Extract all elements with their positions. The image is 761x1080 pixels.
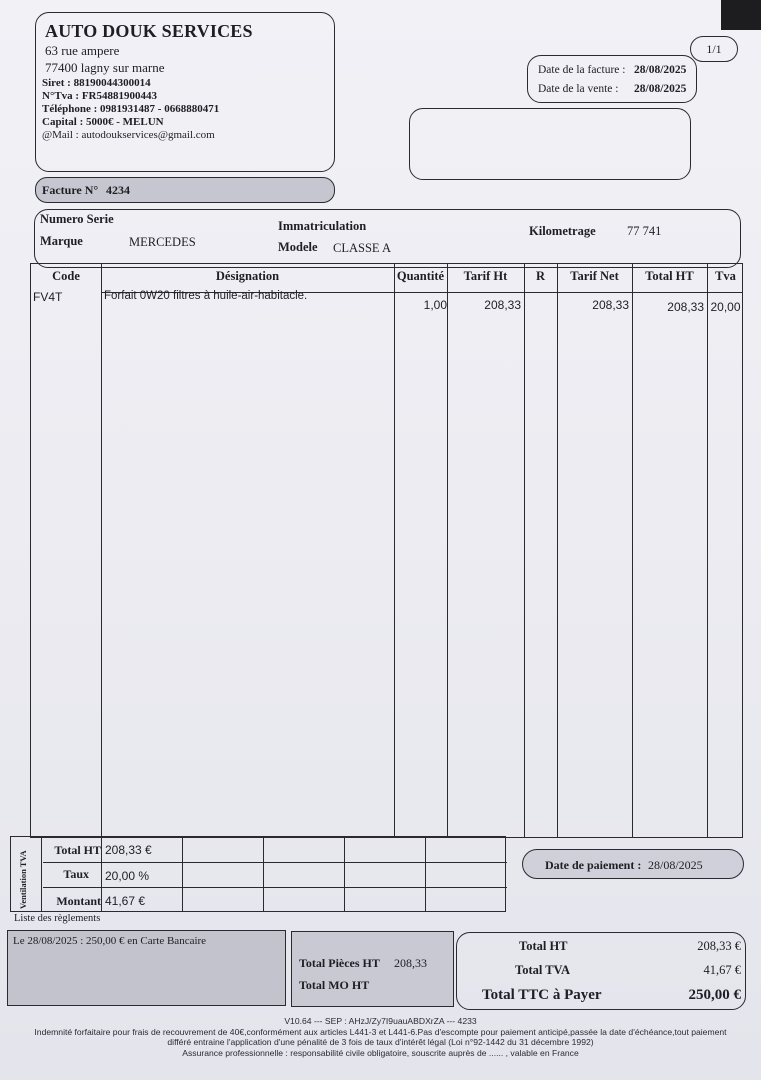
invoice-date-label: Date de la facture :	[538, 64, 626, 76]
invoice-date-value: 28/08/2025	[634, 64, 687, 76]
model-value: CLASSE A	[333, 241, 392, 255]
labor-total-label: Total MO HT	[299, 978, 370, 992]
invoice-number-value: 4234	[106, 183, 130, 197]
row-total-ht: 208,33	[667, 300, 704, 314]
dates-box	[527, 55, 697, 103]
vat-row-total-ht	[43, 837, 507, 862]
vat-montant-label: Montant	[56, 894, 101, 908]
header-tva: Tva	[715, 269, 736, 283]
company-email: @Mail : autodoukservices@gmail.com	[42, 129, 215, 141]
totals-ttc-value: 250,00 €	[688, 987, 741, 1003]
footer-version: V10.64 --- SEP : AHzJ/Zy7I9uauABDXrZA --- 4233	[284, 1016, 477, 1026]
totals-box	[456, 932, 746, 1010]
header-designation: Désignation	[215, 269, 280, 283]
row-designation: Forfait 0W20 filtres à huile-air-habitacle.	[104, 290, 308, 302]
mileage-value: 77 741	[627, 224, 662, 238]
company-info-box	[35, 12, 335, 172]
parts-labor-box	[291, 931, 454, 1007]
vat-total-ht-value: 208,33 €	[105, 843, 152, 857]
vat-ventilation-table	[10, 836, 506, 912]
header-tarif-net: Tarif Net	[570, 269, 619, 283]
totals-ttc-label: Total TTC à Payer	[482, 987, 602, 1003]
sale-date-label: Date de la vente :	[538, 83, 619, 95]
page-number: 1/1	[690, 36, 738, 62]
footer-line-2: différé entraine l'application d'une pénalité de 3 fois de taux d'intérêt légal (Loi n°92-1442 du 31 décembre 1992)	[167, 1037, 594, 1047]
legal-footer	[0, 1016, 761, 1058]
totals-tva-label: Total TVA	[515, 963, 571, 977]
payments-list-box	[7, 930, 286, 1006]
vat-row-montant	[43, 887, 507, 913]
header-total-ht: Total HT	[645, 269, 694, 283]
footer-line-1: Indemnité forfaitaire pour frais de recouvrement de 40€,conformément aux articles L441-3 et L441-6.Pas d'escompte pour paiement anticipé,passée la date d'échéance,tout paiement	[34, 1026, 727, 1037]
header-tarif-ht: Tarif Ht	[463, 269, 508, 283]
parts-total-label: Total Pièces HT	[299, 956, 380, 970]
vat-taux-label: Taux	[63, 867, 89, 881]
invoice-number-label: Facture N°	[42, 183, 99, 197]
vat-total-ht-label: Total HT	[54, 843, 101, 857]
sale-date-value: 28/08/2025	[634, 83, 687, 95]
mileage-label: Kilometrage	[529, 224, 596, 238]
payment-entry: Le 28/08/2025 : 250,00 € en Carte Bancaire	[13, 935, 207, 947]
model-label: Modele	[278, 240, 318, 254]
totals-tva-value: 41,67 €	[703, 963, 741, 977]
vat-row-taux	[43, 862, 507, 888]
header-r: R	[535, 269, 546, 283]
brand-label: Marque	[40, 234, 83, 248]
invoice-number-box	[35, 177, 335, 203]
header-quantite: Quantité	[396, 269, 445, 283]
row-tva: 20,00	[710, 300, 741, 314]
payment-date-box	[522, 849, 744, 879]
vehicle-info-box	[34, 209, 741, 268]
vat-taux-value: 20,00 %	[105, 869, 150, 883]
vat-side-label: Ventilation TVA	[18, 850, 28, 909]
footer-line-3: Assurance professionnelle : responsabilité civile obligatoire, souscrite auprès de ...... , valable en France	[182, 1047, 579, 1058]
line-items-table	[30, 263, 743, 838]
row-tarif-net: 208,33	[592, 298, 629, 312]
company-phone: Téléphone : 0981931487 - 0668880471	[42, 103, 220, 115]
company-city: 77400 lagny sur marne	[45, 60, 165, 75]
payments-list-title: Liste des règlements	[14, 913, 101, 924]
parts-total-value: 208,33	[394, 956, 427, 970]
company-tva: N°Tva : FR54881900443	[42, 90, 158, 102]
payment-date-value: 28/08/2025	[648, 858, 703, 872]
company-siret: Siret : 88190044300014	[42, 77, 151, 89]
brand-value: MERCEDES	[129, 235, 196, 249]
background-corner	[721, 0, 761, 30]
company-capital: Capital : 5000€ - MELUN	[42, 116, 164, 128]
totals-ht-value: 208,33 €	[697, 939, 741, 953]
serial-label: Numero Serie	[40, 212, 114, 226]
row-tarif-ht: 208,33	[484, 298, 521, 312]
vat-montant-value: 41,67 €	[105, 894, 146, 908]
row-quantite: 1,00	[423, 298, 447, 312]
header-code: Code	[52, 269, 80, 283]
company-name: AUTO DOUK SERVICES	[45, 21, 253, 41]
payment-date-label: Date de paiement :	[545, 858, 642, 872]
row-code: FV4T	[33, 290, 63, 304]
client-address-box	[409, 108, 691, 180]
plate-label: Immatriculation	[278, 219, 367, 233]
totals-ht-label: Total HT	[519, 939, 568, 953]
company-street: 63 rue ampere	[45, 43, 120, 58]
